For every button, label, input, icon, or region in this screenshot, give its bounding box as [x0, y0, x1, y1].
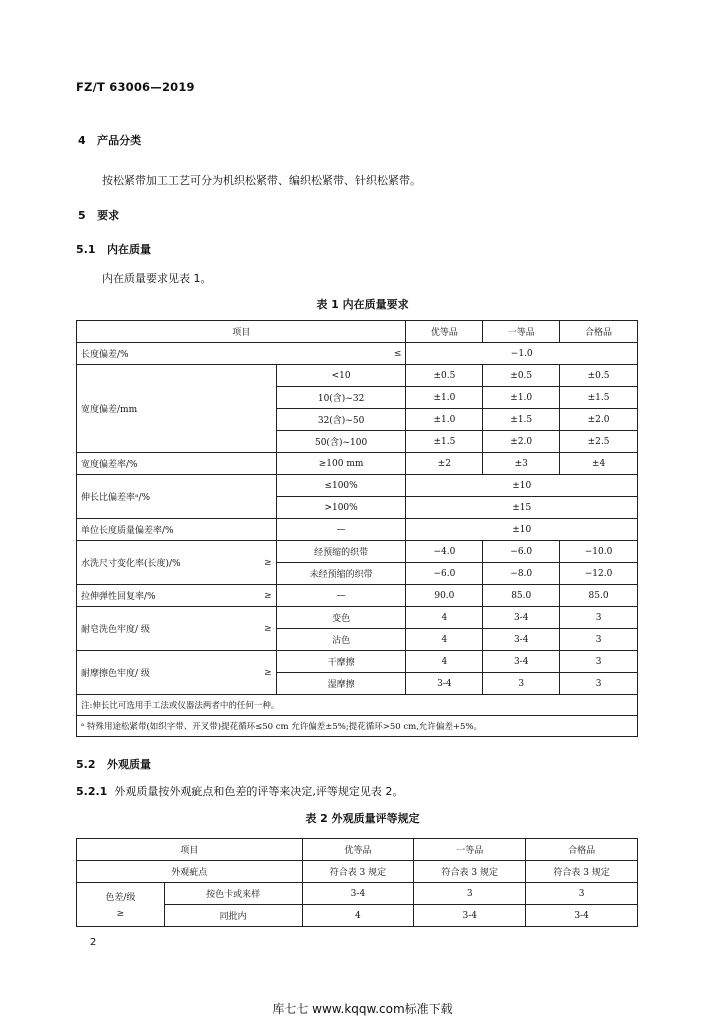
cell-value: −10.0	[560, 541, 638, 563]
row-label: 外观疵点	[77, 861, 303, 883]
table-2-caption: 表 2 外观质量评等规定	[305, 812, 420, 825]
page-number: 2	[90, 937, 97, 948]
row-label	[77, 883, 165, 927]
cell-value: ±1.5	[560, 387, 638, 409]
cell-range: 10(含)~32	[276, 387, 406, 409]
cell-value: ±1.0	[406, 409, 483, 431]
row-label: 耐皂洗色牢度/ 级	[77, 607, 237, 651]
table-1	[76, 320, 638, 737]
cell-value: 符合表 3 规定	[526, 861, 638, 883]
section-title: 外观质量	[107, 758, 151, 771]
row-label: 耐摩擦色牢度/ 级	[77, 651, 237, 695]
section-number: 5	[78, 209, 86, 222]
cell-value: 3	[560, 651, 638, 673]
row-label: 长度偏差/%	[77, 343, 277, 365]
row-comparator: ≤	[276, 343, 406, 365]
section-4-text: 按松紧带加工工艺可分为机织松紧带、编织松紧带、针织松紧带。	[102, 174, 421, 187]
cell-range: 干摩擦	[276, 651, 406, 673]
cell-value: 3-4	[414, 905, 526, 927]
cell-value: 3-4	[526, 905, 638, 927]
header-item: 项目	[77, 321, 406, 343]
cell-range: ≤100%	[276, 475, 406, 497]
section-4-heading	[78, 132, 141, 148]
table-row	[77, 365, 638, 387]
cell-value: 3-4	[483, 651, 560, 673]
cell-value: 3	[560, 629, 638, 651]
cell-value: 3-4	[406, 673, 483, 695]
cell-value: 90.0	[406, 585, 483, 607]
table-row	[77, 861, 638, 883]
cell-value: 3-4	[302, 883, 414, 905]
cell-value: 4	[406, 651, 483, 673]
cell-range: 变色	[276, 607, 406, 629]
row-label: 宽度偏差率/%	[77, 453, 277, 475]
section-title: 产品分类	[97, 134, 142, 147]
cell-value: ±10	[406, 519, 638, 541]
cell-value: ±1.5	[483, 409, 560, 431]
table-header-row	[77, 839, 638, 861]
footer-watermark: 库七七 www.kqqw.com标准下载	[272, 1002, 453, 1016]
cell-value: 符合表 3 规定	[302, 861, 414, 883]
cell-value: ±2.0	[483, 431, 560, 453]
section-number: 5.2	[76, 758, 96, 771]
section-number: 5.2.1	[76, 785, 108, 798]
cell-value: ±0.5	[483, 365, 560, 387]
row-label: 伸长比偏差率ᵃ/%	[77, 475, 277, 519]
cell-value: −4.0	[406, 541, 483, 563]
table-row	[77, 343, 638, 365]
cell-value: ±4	[560, 453, 638, 475]
cell-value: 3	[483, 673, 560, 695]
table-footnote: ᵃ 特殊用途松紧带(如织字带、开叉带)提花循环≤50 cm 允许偏差±5%;提花循环>50 cm,允许偏差+5%。	[77, 716, 638, 737]
section-5-2-1	[76, 783, 403, 799]
cell-value: 4	[406, 607, 483, 629]
cell-value: ±2.5	[560, 431, 638, 453]
cell-value: 85.0	[483, 585, 560, 607]
table-row	[77, 651, 638, 673]
section-title: 内在质量	[107, 243, 151, 256]
section-title: 要求	[97, 209, 120, 222]
header-grade-superior: 优等品	[302, 839, 414, 861]
cell-value: 3	[526, 883, 638, 905]
cell-range: —	[276, 519, 406, 541]
header-grade-first: 一等品	[414, 839, 526, 861]
row-label: 宽度偏差/mm	[77, 365, 277, 453]
cell-value: ±0.5	[560, 365, 638, 387]
row-label: 水洗尺寸变化率(长度)/%	[77, 541, 237, 585]
header-grade-qualified: 合格品	[526, 839, 638, 861]
table-1-caption: 表 1 内在质量要求	[316, 298, 409, 311]
cell-value: 3-4	[483, 629, 560, 651]
cell-value: −8.0	[483, 563, 560, 585]
cell-value: 符合表 3 规定	[414, 861, 526, 883]
cell-range: 32(含)~50	[276, 409, 406, 431]
cell-range: <10	[276, 365, 406, 387]
table-row	[77, 519, 638, 541]
cell-range: 未经预缩的织带	[276, 563, 406, 585]
cell-value: ±15	[406, 497, 638, 519]
table-row	[77, 607, 638, 629]
section-text: 外观质量按外观疵点和色差的评等来决定,评等规定见表 2。	[114, 785, 404, 798]
section-5-heading	[78, 207, 119, 223]
cell-value: ±10	[406, 475, 638, 497]
cell-range: 湿摩擦	[276, 673, 406, 695]
cell-value: ±1.5	[406, 431, 483, 453]
row-comparator: ≥	[116, 909, 125, 919]
header-grade-superior: 优等品	[406, 321, 483, 343]
cell-value: ±0.5	[406, 365, 483, 387]
header-grade-qualified: 合格品	[560, 321, 638, 343]
table-row	[77, 541, 638, 563]
table-row	[77, 585, 638, 607]
cell-range: 50(含)~100	[276, 431, 406, 453]
table-note-row	[77, 695, 638, 716]
table-row	[77, 475, 638, 497]
row-comparator: ≥	[236, 651, 276, 695]
cell-value: 85.0	[560, 585, 638, 607]
section-5-2-heading	[76, 756, 151, 772]
row-label: 拉伸弹性回复率/%	[77, 585, 237, 607]
cell-value: 4	[302, 905, 414, 927]
section-number: 5.1	[76, 243, 96, 256]
cell-range: —	[276, 585, 406, 607]
cell-range: 按色卡或来样	[164, 883, 302, 905]
cell-value: 3	[414, 883, 526, 905]
row-comparator: ≥	[236, 541, 276, 585]
cell-range: 沾色	[276, 629, 406, 651]
table-footnote-row	[77, 716, 638, 737]
cell-range: ≥100 mm	[276, 453, 406, 475]
cell-value: ±3	[483, 453, 560, 475]
cell-value: ±1.0	[483, 387, 560, 409]
cell-range: 同批内	[164, 905, 302, 927]
cell-value: −6.0	[483, 541, 560, 563]
section-5-1-text: 内在质量要求见表 1。	[102, 272, 212, 285]
header-item: 项目	[77, 839, 303, 861]
cell-range: 经预缩的织带	[276, 541, 406, 563]
table-2	[76, 838, 638, 927]
cell-value: ±2.0	[560, 409, 638, 431]
header-grade-first: 一等品	[483, 321, 560, 343]
row-comparator: ≥	[236, 585, 276, 607]
section-5-1-heading	[76, 241, 151, 257]
cell-value: −6.0	[406, 563, 483, 585]
cell-value: 3-4	[483, 607, 560, 629]
cell-value: −12.0	[560, 563, 638, 585]
table-note: 注:伸长比可选用手工法或仪器法两者中的任何一种。	[77, 695, 638, 716]
section-number: 4	[78, 134, 86, 147]
row-comparator: ≥	[236, 607, 276, 651]
table-row	[77, 883, 638, 905]
standard-number: FZ/T 63006—2019	[76, 80, 195, 94]
row-label: 单位长度质量偏差率/%	[77, 519, 277, 541]
cell-value: 4	[406, 629, 483, 651]
cell-value: −1.0	[406, 343, 638, 365]
color-diff-label: 色差/级	[105, 893, 136, 903]
table-header-row	[77, 321, 638, 343]
cell-value: ±2	[406, 453, 483, 475]
cell-value: ±1.0	[406, 387, 483, 409]
cell-value: 3	[560, 607, 638, 629]
cell-value: 3	[560, 673, 638, 695]
cell-range: >100%	[276, 497, 406, 519]
table-row	[77, 453, 638, 475]
